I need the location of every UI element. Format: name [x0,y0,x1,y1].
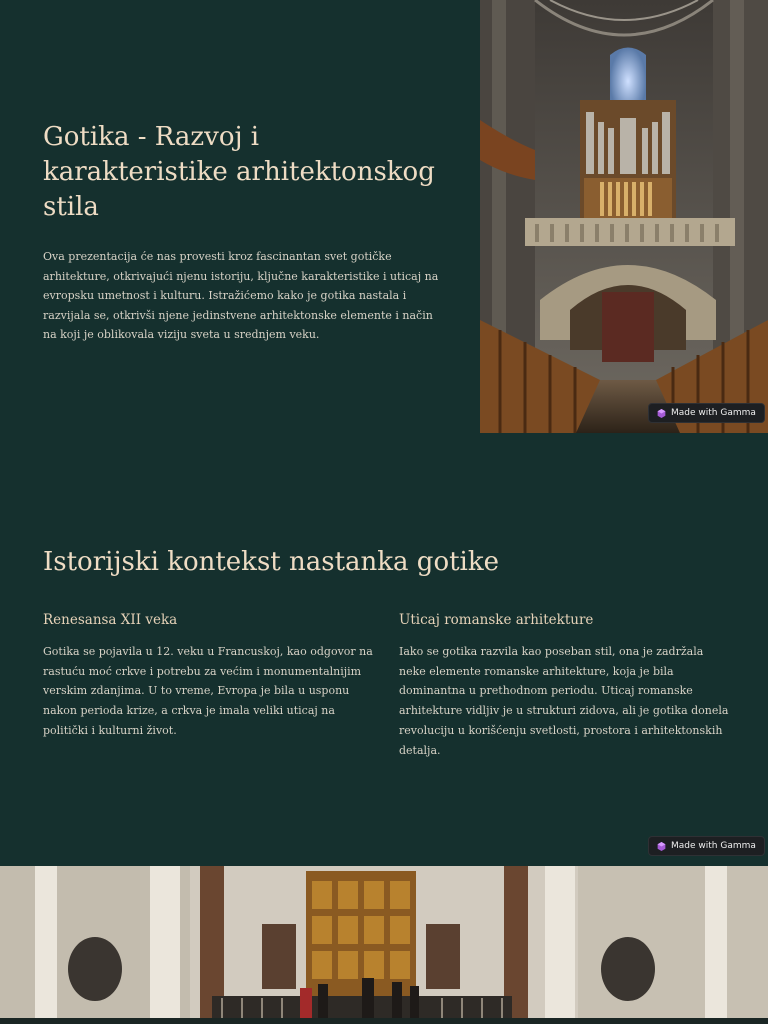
gamma-logo-icon [657,842,666,851]
cathedral-organ-image [480,0,768,433]
badge-label: Made with Gamma [671,841,756,851]
column-romanesque [399,610,729,760]
section-title: Istorijski kontekst nastanka gotike [43,547,500,577]
title-slide [0,0,768,433]
column-body: Iako se gotika razvila kao poseban stil, ona je zadržala neke elemente romanske arhitekture, koja je bila dominantna u prethodnom periodu. Uticaj romanske arhitekture vidljiv je u strukturi zidova, ali je gotika donela revoluciju u korišćenju svetlosti, prostora i arhitektonskih detalja. [399,645,729,757]
column-heading: Renesansa XII veka [43,612,178,628]
intro-paragraph: Ova prezentacija će nas provesti kroz fascinantan svet gotičke arhitekture, otkrivajući njenu istoriju, ključne karakteristike i uticaj na evropsku umetnost i kulturu. Istražićemo kako je gotika nastala i razvijala se, otkrivši njene jedinstvene arhitektonske elemente i način na koji je oblikovala viziju sveta u srednjem veku. [43,250,439,341]
page-title: Gotika - Razvoj i karakteristike arhitektonskog stila [43,122,435,222]
made-with-gamma-badge[interactable] [648,836,765,856]
column-body: Gotika se pojavila u 12. veku u Francuskoj, kao odgovor na rastuću moć crkve i potrebu za većim i monumentalnijim verskim zdanjima. U to vreme, Evropa je bila u usponu nakon perioda krize, a crkva je imala veliki uticaj na politički i kulturni život. [43,645,373,737]
column-renaissance [43,610,373,741]
title-slide-text [43,120,443,345]
gamma-logo-icon [657,409,666,418]
cathedral-altar-image [0,866,768,1024]
badge-label: Made with Gamma [671,408,756,418]
column-heading: Uticaj romanske arhitekture [399,612,594,628]
made-with-gamma-badge[interactable] [648,403,765,423]
